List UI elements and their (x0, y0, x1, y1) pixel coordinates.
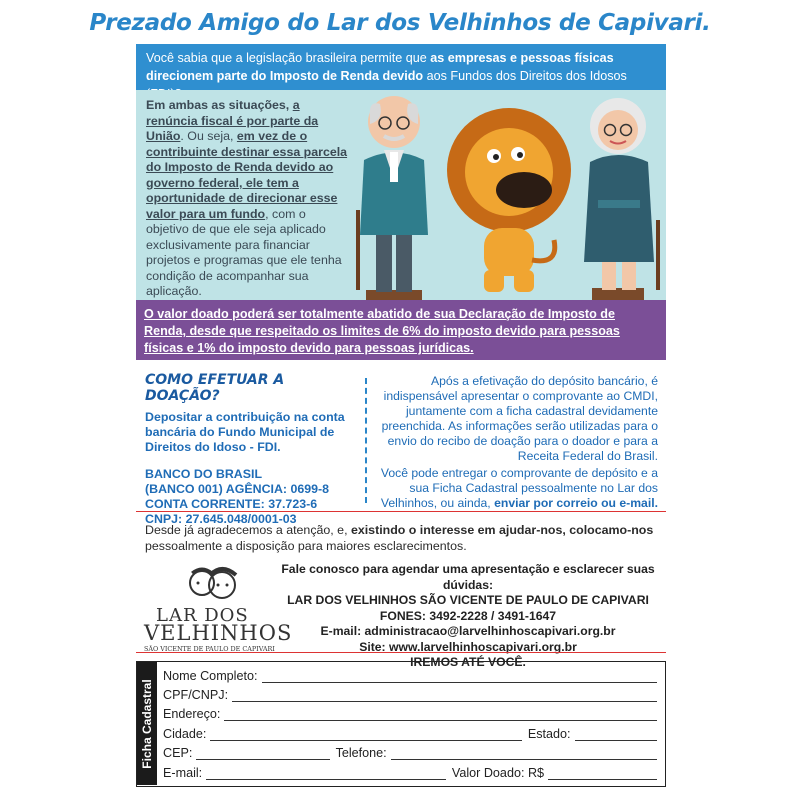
vertical-divider (365, 378, 367, 503)
email-field[interactable] (206, 768, 446, 780)
cep-label: CEP: (163, 746, 193, 760)
phone-label: Telefone: (335, 746, 387, 760)
lion-mascot (447, 108, 571, 292)
intro-text-1: Você sabia que a legislação brasileira permite que (146, 51, 431, 65)
bank-cnpj: CNPJ: 27.645.048/0001-03 (145, 512, 297, 526)
illus-t2: a renúncia fiscal é por parte da União (146, 98, 319, 143)
illus-t3: . Ou seja, (180, 129, 237, 143)
thanks-b: existindo o interesse em ajudar-nos, colocamo-nos (350, 523, 654, 537)
cep-field[interactable] (196, 748, 329, 760)
phone-field[interactable] (391, 748, 657, 760)
city-field[interactable] (210, 729, 521, 741)
illus-t4: em vez de o contribuinte destinar essa parcela do Imposto de Renda devido ao governo federal, ele tem a oportunidade de direcionar esse valor para um fundo (146, 129, 348, 221)
contact-phones: FONES: 3492-2228 / 3491-1647 (379, 608, 557, 623)
state-label: Estado: (527, 727, 571, 741)
thanks-a: Desde já agradecemos a atenção, e, (145, 523, 351, 537)
illustration-text (146, 98, 351, 300)
divider-line-top (136, 511, 666, 512)
logo-name-line1: LAR DOS (156, 605, 249, 626)
form-side-text: Ficha Cadastral (140, 678, 154, 769)
form-row-cep (163, 742, 657, 760)
form-row-name (163, 665, 657, 683)
form-row-email (163, 762, 657, 780)
contact-email: E-mail: administracao@larvelhinhoscapivari.org.br (320, 624, 616, 638)
after-deposit-text: Após a efetivação do depósito bancário, é indispensável apresentar o comprovante ao CMDI, juntamente com a ficha cadastral devidamente preenchida. As informações serão utilizadas para o envio do recibo de doação para o doador e para a Receita Federal do Brasil. (381, 374, 658, 463)
intro-text-2: aos Fundos dos Direitos dos Idosos (426, 69, 627, 83)
illus-t1: Em ambas as situações, (146, 98, 293, 112)
delivery-text-1: Você pode entregar o comprovante de depósito e a sua Ficha Cadastral pessoalmente no Lar dos Velhinhos, ou ainda, (380, 466, 658, 510)
value-label: Valor Doado: R$ (451, 766, 545, 780)
form-side-label (137, 662, 157, 785)
contact-site: Site: www.larvelhinhoscapivari.org.br (359, 639, 577, 654)
how-to-donate-section (145, 372, 360, 527)
tax-deduction-text: O valor doado poderá ser totalmente abatido de sua Declaração de Imposto de Renda, desde que respeitado os limites de 6% do imposto devido para pessoas físicas e 1% do imposto devido para pessoas jurídicas. (144, 307, 620, 355)
how-to-donate-title: COMO EFETUAR A DOAÇÃO? (145, 372, 285, 404)
bank-account: CONTA CORRENTE: 37.723-6 (145, 497, 318, 511)
delivery-text (372, 466, 658, 511)
form-row-cpf (163, 684, 657, 702)
intro-text-bold: as empresas e pessoas físicas direcionem parte do Imposto de Renda devido (146, 51, 614, 83)
form-row-city (163, 723, 657, 741)
address-label: Endereço: (163, 707, 221, 721)
logo-name-line2: VELHINHOS (144, 621, 293, 645)
contact-org: LAR DOS VELHINHOS SÃO VICENTE DE PAULO DE CAPIVARI (287, 593, 649, 607)
illustration-panel (136, 90, 666, 300)
old-woman-figure (584, 98, 660, 300)
after-deposit-section (372, 374, 658, 513)
bank-details (145, 467, 360, 527)
tax-deduction-notice (136, 300, 666, 360)
bank-agency: (BANCO 001) AGÊNCIA: 0699-8 (145, 482, 330, 496)
logo-subtitle: SÃO VICENTE DE PAULO DE CAPIVARI (144, 645, 275, 653)
contact-intro: Fale conosco para agendar uma apresentação e esclarecer suas dúvidas: (281, 562, 655, 592)
address-field[interactable] (224, 709, 657, 721)
delivery-text-bold: enviar por correio ou e-mail. (494, 496, 658, 510)
thanks-text (145, 522, 665, 554)
cpf-field[interactable] (232, 690, 657, 702)
how-to-donate-text: Depositar a contribuição na conta bancária do Fundo Municipal de Direitos do Idoso - FDI. (145, 410, 345, 454)
contact-block (268, 562, 668, 671)
lar-dos-velhinhos-logo (140, 563, 293, 653)
divider-line-bottom (136, 652, 666, 653)
value-field[interactable] (548, 768, 657, 780)
logo-faces-icon (178, 563, 248, 607)
old-man-figure (356, 96, 428, 300)
elderly-couple-lion-illustration (354, 90, 666, 300)
page-title: Prezado Amigo do Lar dos Velhinhos de Capivari. (89, 10, 711, 36)
thanks-c: pessoalmente a disposição para maiores esclarecimentos. (145, 539, 467, 553)
contact-closing: IREMOS ATÉ VOCÊ. (410, 655, 526, 669)
state-field[interactable] (575, 729, 657, 741)
illus-t5: , com o objetivo de que ele seja aplicado exclusivamente para financiar projetos e programas que ele tenha condição de acompanhar sua aplicação. (146, 206, 342, 298)
registration-form (136, 661, 666, 787)
name-field[interactable] (262, 671, 658, 683)
bank-name: BANCO DO BRASIL (145, 467, 263, 481)
form-row-address (163, 703, 657, 721)
email-label: E-mail: (163, 766, 203, 780)
city-label: Cidade: (163, 727, 207, 741)
cpf-label: CPF/CNPJ: (163, 688, 229, 702)
intro-banner (136, 44, 666, 90)
name-label: Nome Completo: (163, 669, 258, 683)
